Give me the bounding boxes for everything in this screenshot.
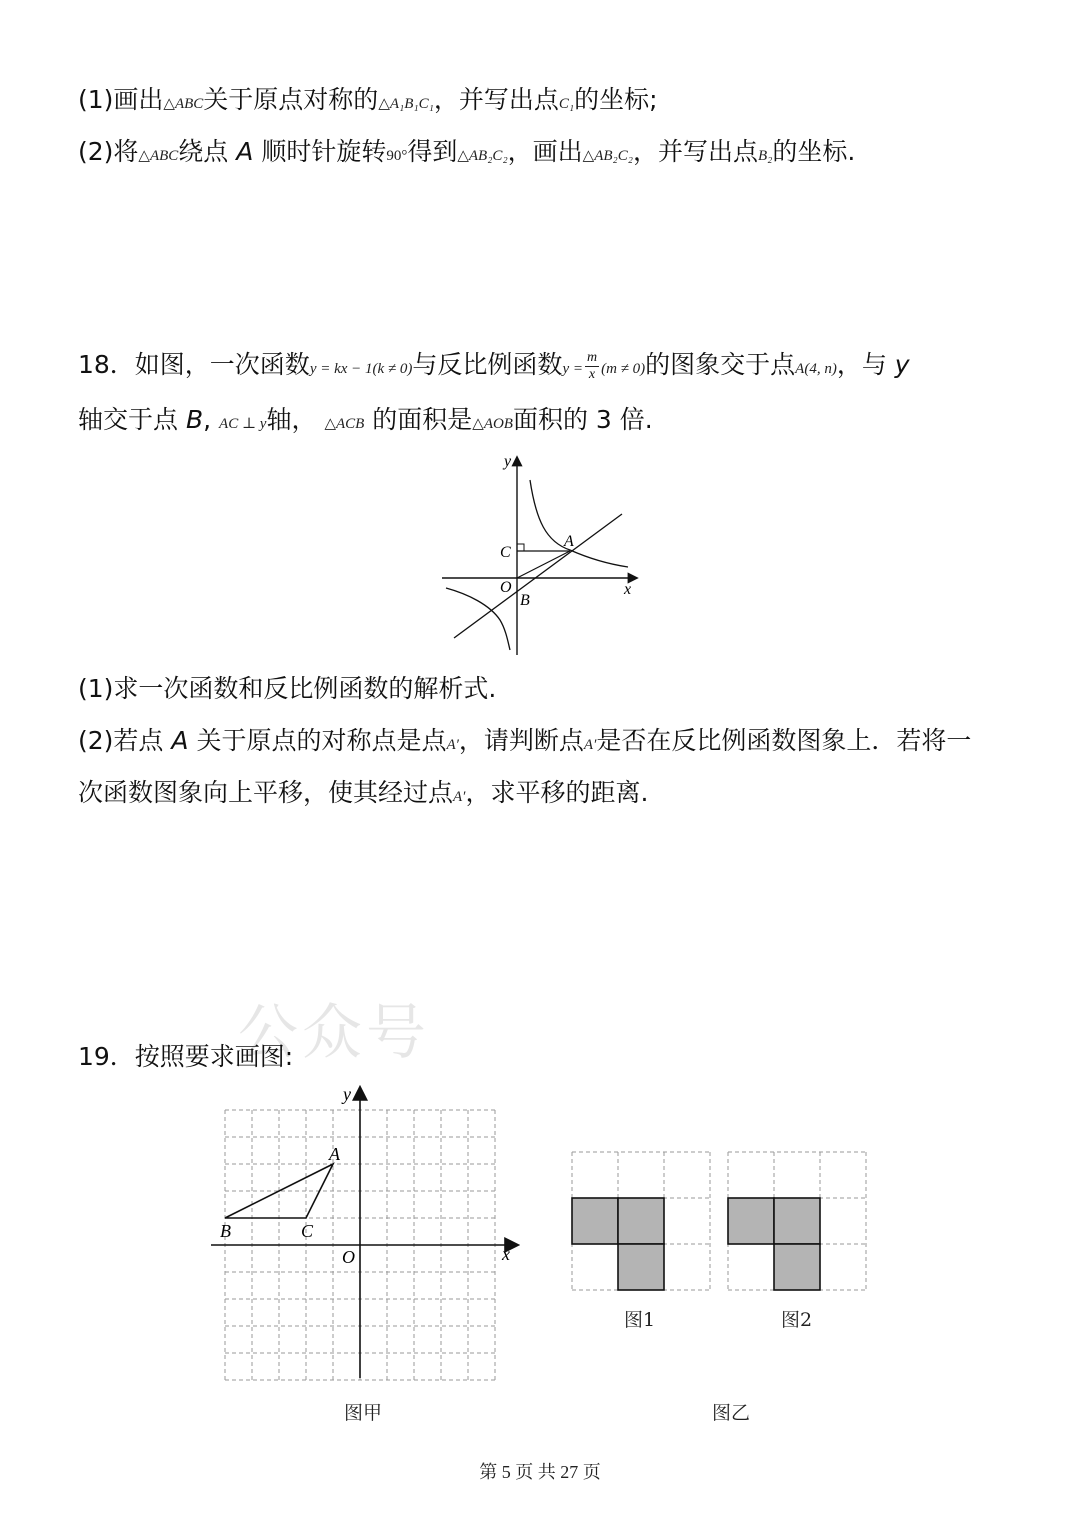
text: 轴， — [266, 405, 317, 434]
label-b: B — [220, 1221, 231, 1241]
text: ，请判断点 — [458, 726, 584, 755]
math-triangle-aob: △AOB — [472, 416, 513, 432]
fig-1-shape-grid — [568, 1148, 714, 1294]
point-a: A — [171, 726, 189, 755]
math-triangle-acb: △ACB — [324, 416, 365, 432]
math-triangle-abc: △ABC — [138, 148, 179, 164]
text: 面积的 3 倍. — [512, 405, 653, 434]
text: 次函数图象向上平移，使其经过点 — [78, 778, 454, 807]
q18-function-graph — [438, 450, 650, 660]
text: 顺时针旋转 — [261, 137, 387, 166]
math-point-a: A(4, n) — [795, 361, 837, 377]
fig-2-caption: 图2 — [781, 1309, 813, 1331]
math-triangle-ab2c2: △AB₂C₂ — [582, 148, 633, 164]
math-point-b2: B₂ — [757, 148, 773, 164]
label-y: y — [504, 453, 512, 470]
watermark: 公众号 — [238, 998, 430, 1068]
q17-part2 — [78, 135, 855, 173]
shaded-square — [774, 1244, 820, 1290]
label-c: C — [500, 544, 511, 561]
math-angle: 90° — [386, 148, 408, 164]
fig-jia-coordinate-grid — [205, 1080, 525, 1385]
q18-stem-line1 — [78, 348, 910, 386]
q18-sub2-line1 — [78, 724, 971, 762]
label-a: A — [564, 533, 574, 550]
text: (1)求一次函数和反比例函数的解析式. — [78, 674, 497, 703]
hyperbola-branch-2 — [446, 588, 510, 650]
fig-1-caption: 图1 — [624, 1309, 656, 1331]
q19-title — [78, 1040, 293, 1074]
text: ，并写出点 — [632, 137, 758, 166]
point-b: B — [185, 405, 204, 434]
math-point-c1: C₁ — [558, 96, 575, 112]
math-triangle-a1b1c1: △A₁B₁C₁ — [378, 96, 434, 112]
math-perpendicular: AC ⊥ y — [219, 416, 267, 432]
fraction-numerator: m — [586, 349, 598, 365]
text: 得到 — [407, 137, 458, 166]
text: ，求平移的距离. — [465, 778, 649, 807]
label-y: y — [343, 1084, 351, 1104]
fig-2-shape-grid — [724, 1148, 870, 1294]
text: 轴交于点 — [78, 405, 179, 434]
text: 18．如图，一次函数 — [78, 350, 310, 379]
label-x: x — [624, 581, 632, 598]
text: ，画出 — [507, 137, 583, 166]
shaded-square — [728, 1198, 774, 1244]
q18-sub1 — [78, 672, 496, 706]
text: 的图象交于点 — [645, 350, 796, 379]
text: (1)画出 — [78, 85, 164, 114]
shaded-square — [774, 1198, 820, 1244]
math-point-a-prime: A′ — [446, 737, 459, 753]
page-footer: 第 5 页 共 27 页 — [479, 1462, 601, 1482]
q18-sub2-line2 — [78, 776, 648, 814]
math-triangle-ab2c2: △AB₂C₂ — [457, 148, 508, 164]
linear-function-line — [454, 514, 622, 638]
text: 19．按照要求画图: — [78, 1042, 294, 1071]
text: 的坐标. — [772, 137, 856, 166]
q18-stem-line2 — [78, 403, 653, 441]
text: 关于原点对称的 — [203, 85, 379, 114]
text: ，并写出点 — [433, 85, 559, 114]
text: , — [203, 405, 212, 434]
text: 绕点 — [178, 137, 229, 166]
label-o: O — [500, 579, 512, 596]
math-point-a-prime: A′ — [583, 737, 597, 753]
text: (2)若点 — [78, 726, 164, 755]
shaded-square — [618, 1244, 664, 1290]
q17-part1 — [78, 83, 658, 121]
hyperbola-branch-1 — [530, 480, 628, 567]
shaded-square — [572, 1198, 618, 1244]
label-a: A — [329, 1144, 340, 1164]
math-triangle-abc: △ABC — [163, 96, 204, 112]
fig-yi-caption: 图乙 — [712, 1402, 751, 1424]
text: ，与 — [836, 350, 887, 379]
right-angle-mark — [517, 544, 524, 551]
math-inverse-function: y = — [562, 361, 583, 377]
text: 关于原点的对称点是点 — [196, 726, 447, 755]
label-x: x — [502, 1244, 510, 1264]
math-condition: (m ≠ 0) — [601, 361, 646, 377]
segment-oa — [517, 551, 570, 578]
math-point-a-prime: A′ — [453, 789, 466, 805]
point-a: A — [236, 137, 254, 166]
text: 与反比例函数 — [412, 350, 563, 379]
label-o: O — [342, 1247, 355, 1267]
axis-y: y — [894, 350, 910, 379]
label-b: B — [520, 592, 530, 609]
math-linear-function: y = kx − 1(k ≠ 0) — [309, 361, 413, 377]
text: 的坐标; — [574, 85, 658, 114]
text: 是否在反比例函数图象上．若将一 — [596, 726, 972, 755]
fig-jia-caption: 图甲 — [344, 1402, 383, 1424]
text: 的面积是 — [372, 405, 473, 434]
text: (2)将 — [78, 137, 139, 166]
label-c: C — [301, 1221, 314, 1241]
fraction-denominator: x — [588, 366, 596, 382]
fraction-m-over-x — [585, 350, 599, 383]
shaded-square — [618, 1198, 664, 1244]
